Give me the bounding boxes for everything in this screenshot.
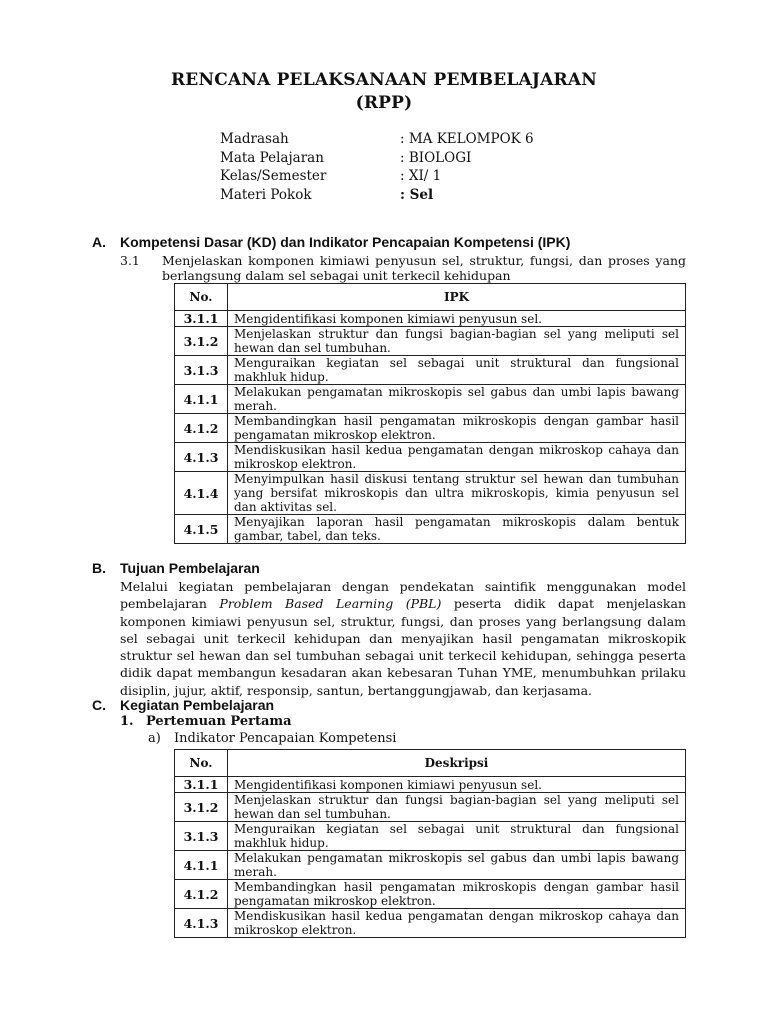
sub-letter: a) — [148, 731, 161, 746]
row-description: Menyimpulkan hasil diskusi tentang struktur sel hewan dan tumbuhan yang bersifat mikroskopis dan ultra mikroskopis, kimia penyusun sel dan aktivitas sel. — [228, 472, 686, 515]
row-description: Melakukan pengamatan mikroskopis sel gabus dan umbi lapis bawang merah. — [228, 385, 686, 414]
row-description: Mendiskusikan hasil kedua pengamatan dengan mikroskop cahaya dan mikroskop elektron. — [228, 443, 686, 472]
header-desc: Deskripsi — [228, 750, 686, 777]
meeting-title: Pertemuan Pertama — [146, 714, 292, 729]
row-number: 4.1.2 — [175, 880, 228, 909]
section-letter: C. — [92, 697, 106, 713]
row-description: Mendiskusikan hasil kedua pengamatan dengan mikroskop cahaya dan mikroskop elektron. — [228, 909, 686, 938]
header-desc: IPK — [228, 284, 686, 311]
identity-label: Mata Pelajaran — [220, 149, 324, 166]
row-description: Menyajikan laporan hasil pengamatan mikroskopis dalam bentuk gambar, tabel, dan teks. — [228, 515, 686, 544]
description-table — [174, 749, 686, 938]
row-description: Mengidentifikasi komponen kimiawi penyusun sel. — [228, 777, 686, 793]
row-description: Mengidentifikasi komponen kimiawi penyusun sel. — [228, 311, 686, 327]
meeting-number: 1. — [120, 714, 134, 729]
identity-value: : BIOLOGI — [400, 149, 472, 166]
indicator-subheading — [148, 731, 396, 746]
header-no: No. — [175, 750, 228, 777]
identity-label: Materi Pokok — [220, 186, 312, 203]
row-number: 4.1.1 — [175, 385, 228, 414]
document-title: RENCANA PELAKSANAAN PEMBELAJARAN — [170, 70, 597, 90]
row-description: Membandingkan hasil pengamatan mikroskopis dengan gambar hasil pengamatan mikroskop elektron. — [228, 880, 686, 909]
identity-value: : XI/ 1 — [400, 168, 442, 184]
identity-row-class — [220, 167, 600, 186]
table-row — [175, 472, 686, 515]
row-number: 3.1.3 — [175, 822, 228, 851]
table-row — [175, 822, 686, 851]
ipk-table-body — [175, 311, 686, 544]
row-description: Menguraikan kegiatan sel sebagai unit struktural dan fungsional makhluk hidup. — [228, 356, 686, 385]
objective-text-1: Melalui kegiatan pembelajaran dengan pendekatan saintifik menggunakan model pembelajaran — [120, 579, 686, 612]
meeting-heading — [120, 714, 292, 729]
section-b-heading — [92, 560, 260, 576]
table-row — [175, 385, 686, 414]
row-description: Menjelaskan struktur dan fungsi bagian-bagian sel yang meliputi sel hewan dan sel tumbuhan. — [228, 793, 686, 822]
row-number: 4.1.3 — [175, 443, 228, 472]
table-header-row — [175, 750, 686, 777]
section-letter: A. — [92, 234, 106, 250]
table-row — [175, 515, 686, 544]
table-row — [175, 793, 686, 822]
ipk-table — [174, 283, 686, 544]
row-number: 4.1.1 — [175, 851, 228, 880]
row-description: Menjelaskan struktur dan fungsi bagian-bagian sel yang meliputi sel hewan dan sel tumbuhan. — [228, 327, 686, 356]
learning-objective-paragraph — [120, 578, 686, 699]
section-letter: B. — [92, 560, 106, 576]
table-row — [175, 777, 686, 793]
identity-row-topic — [220, 186, 600, 205]
table-header-row — [175, 284, 686, 311]
section-title: Kegiatan Pembelajaran — [120, 697, 275, 713]
identity-value: : Sel — [400, 186, 434, 203]
table-row — [175, 880, 686, 909]
table-row — [175, 311, 686, 327]
identity-row-subject — [220, 149, 600, 168]
sub-title: Indikator Pencapaian Kompetensi — [174, 731, 397, 746]
row-number: 3.1.2 — [175, 327, 228, 356]
table-row — [175, 327, 686, 356]
model-name: Problem Based Learning (PBL) — [219, 596, 442, 612]
identity-value: : MA KELOMPOK 6 — [400, 131, 534, 147]
kd-text: Menjelaskan komponen kimiawi penyusun sel, struktur, fungsi, dan proses yang berlangsung dalam sel sebagai unit terkecil kehidupan — [162, 253, 686, 283]
row-description: Membandingkan hasil pengamatan mikroskopis dengan gambar hasil pengamatan mikroskop elektron. — [228, 414, 686, 443]
kd-statement — [120, 253, 686, 283]
identity-label: Kelas/Semester — [220, 168, 327, 184]
row-number: 3.1.1 — [175, 311, 228, 327]
identity-label: Madrasah — [220, 131, 289, 147]
kd-number: 3.1 — [120, 253, 140, 268]
table-row — [175, 356, 686, 385]
identity-row-madrasah — [220, 130, 600, 149]
description-table-body — [175, 777, 686, 938]
row-number: 4.1.2 — [175, 414, 228, 443]
row-number: 3.1.2 — [175, 793, 228, 822]
section-title: Kompetensi Dasar (KD) dan Indikator Pencapaian Kompetensi (IPK) — [120, 234, 571, 250]
table-row — [175, 851, 686, 880]
section-a-heading — [92, 234, 570, 250]
section-c-heading — [92, 697, 274, 713]
row-number: 3.1.1 — [175, 777, 228, 793]
row-description: Melakukan pengamatan mikroskopis sel gabus dan umbi lapis bawang merah. — [228, 851, 686, 880]
row-number: 4.1.3 — [175, 909, 228, 938]
table-row — [175, 909, 686, 938]
header-no: No. — [175, 284, 228, 311]
table-row — [175, 443, 686, 472]
objective-text-2: peserta didik dapat menjelaskan komponen kimiawi penyusun sel, struktur, fungsi, dan proses yang berlangsung dalam sel sebagai unit terkecil kehidupan dan menyajikan hasil pengamatan mikroskopik struktur sel hewan dan sel tumbuhan sebagai unit terkecil kehidupan, sehingga peserta didik dapat membangun kesadaran akan kebesaran Tuhan YME, menumbuhkan prilaku disiplin, jujur, aktif, responsip, santun, bertanggungjawab, dan kerjasama. — [120, 596, 686, 698]
row-number: 3.1.3 — [175, 356, 228, 385]
row-number: 4.1.4 — [175, 472, 228, 515]
table-row — [175, 414, 686, 443]
section-title: Tujuan Pembelajaran — [120, 560, 260, 576]
row-description: Menguraikan kegiatan sel sebagai unit struktural dan fungsional makhluk hidup. — [228, 822, 686, 851]
row-number: 4.1.5 — [175, 515, 228, 544]
document-subtitle: (RPP) — [355, 93, 413, 113]
identity-block — [220, 130, 600, 204]
